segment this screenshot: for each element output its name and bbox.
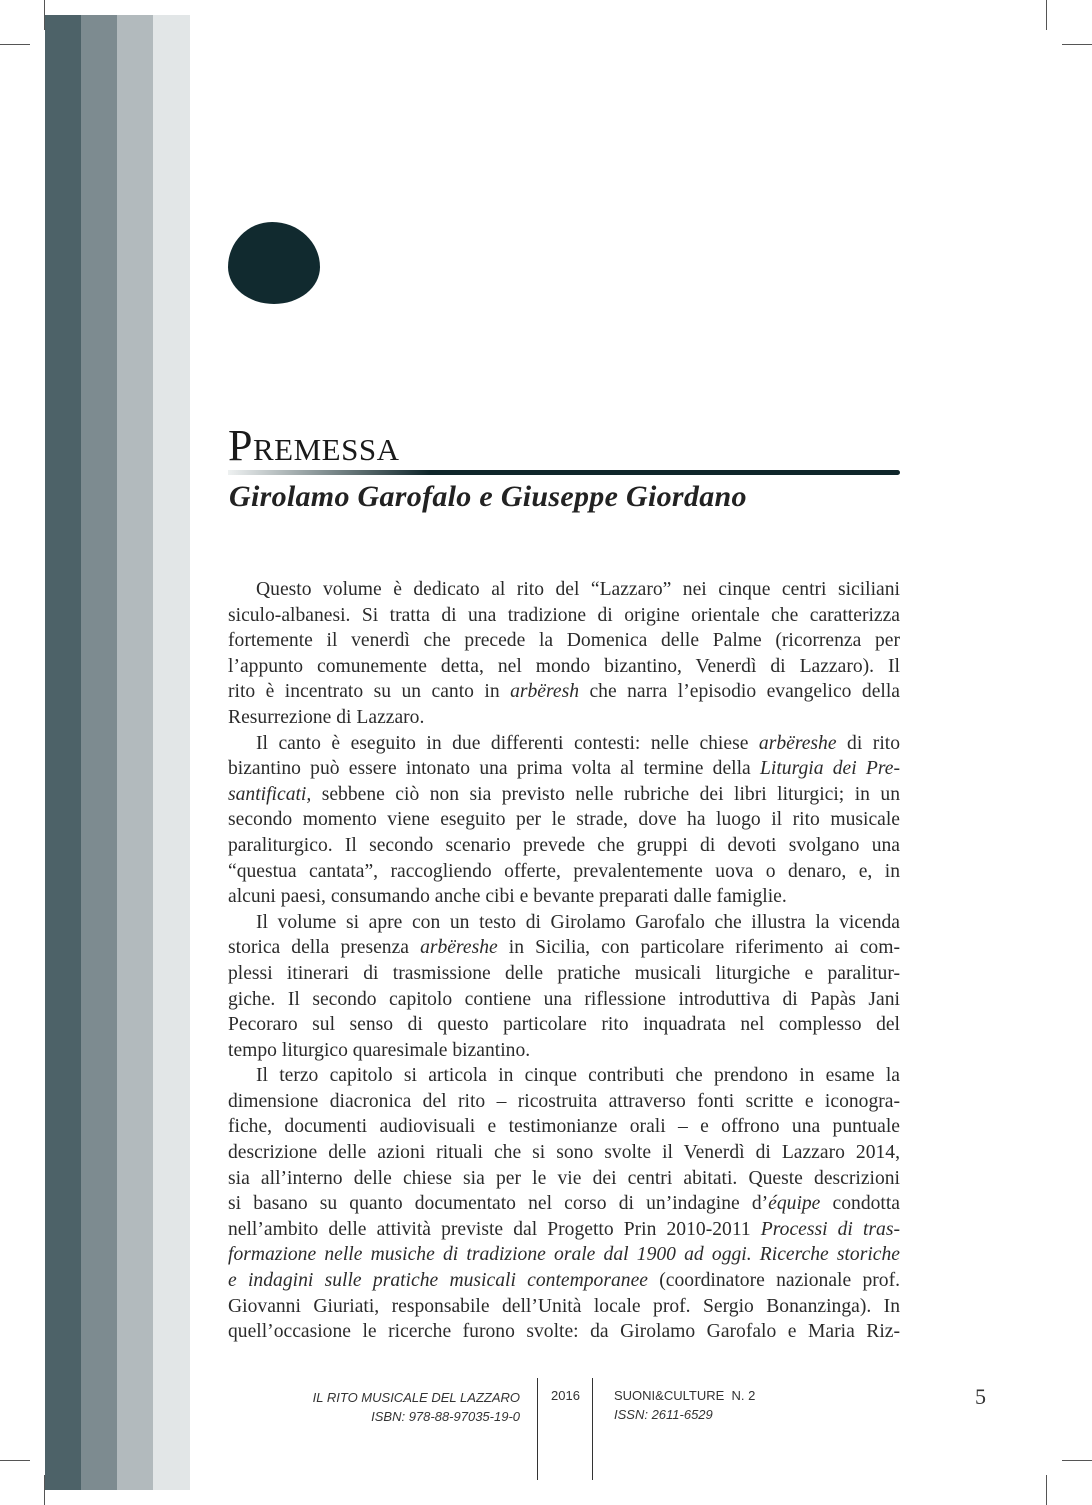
crop-mark: [1046, 0, 1047, 30]
text-line: [228, 1038, 900, 1064]
text-line: [228, 961, 900, 987]
italic-text: santificati,: [228, 783, 312, 805]
footer-book-info: [313, 1388, 520, 1426]
crop-mark: [0, 44, 30, 45]
text-span: “questua cantata”, raccogliendo offerte, prevalentemente uova o denaro, e, in: [228, 860, 900, 882]
text-line: [228, 654, 900, 680]
text-span: si basano su quanto documentato nel corso di un’indagine d’: [228, 1193, 769, 1215]
text-line: [228, 1114, 900, 1140]
crop-mark: [0, 1460, 30, 1461]
text-span: Giovanni Giuriati, responsabile dell’Unità locale prof. Sergio Bonanzinga). In: [228, 1295, 900, 1317]
text-line: [228, 833, 900, 859]
text-line: [228, 935, 900, 961]
footer-divider: [592, 1378, 593, 1480]
text-line: [228, 1063, 900, 1089]
text-span: storica della presenza: [228, 937, 421, 959]
text-line: [228, 756, 900, 782]
footer-divider: [537, 1378, 538, 1480]
decorative-stripe: [117, 15, 153, 1490]
text-line: [228, 1217, 900, 1243]
crop-mark: [1062, 44, 1092, 45]
italic-text: Processi di tras-: [760, 1218, 900, 1240]
text-line: [228, 1268, 900, 1294]
text-span: tempo liturgico quaresimale bizantino.: [228, 1039, 531, 1061]
text-span: che narra l’episodio evangelico della: [579, 681, 900, 703]
page-number: 5: [975, 1384, 986, 1409]
text-span: nell’ambito delle attività previste dal Progetto Prin 2010-2011: [228, 1218, 761, 1240]
text-span: in Sicilia, con particolare riferimento ai com-: [497, 937, 900, 959]
text-line: [228, 1012, 900, 1038]
text-line: [228, 859, 900, 885]
text-line: [228, 628, 900, 654]
text-span: giche. Il secondo capitolo contiene una riflessione introduttiva di Papàs Jani: [228, 988, 900, 1010]
text-span: condotta: [820, 1193, 900, 1215]
italic-text: e indagini sulle pratiche musicali contemporanee: [228, 1270, 648, 1292]
italic-text: équipe: [768, 1193, 821, 1215]
text-span: rito è incentrato su un canto in: [228, 681, 511, 703]
text-line: [228, 577, 900, 603]
text-span: sia all’interno delle chiese sia per le vie dei centri abitati. Queste descrizioni: [228, 1167, 900, 1189]
text-line: [228, 679, 900, 705]
italic-text: arbëreshe: [420, 937, 498, 959]
text-span: Il volume si apre con un testo di Girolamo Garofalo che illustra la vicenda: [256, 911, 900, 933]
text-span: dimensione diacronica del rito – ricostruita attraverso fonti scritte e iconogra-: [228, 1090, 900, 1112]
text-span: bizantino può essere intonato una prima volta al termine della: [228, 758, 760, 780]
text-span: plessi itinerari di trasmissione delle pratiche musicali liturgiche e paralitur-: [228, 962, 900, 984]
text-span: (coordinatore nazionale prof.: [647, 1270, 900, 1292]
text-line: [228, 1191, 900, 1217]
text-span: alcuni paesi, consumando anche cibi e bevante preparati dalle famiglie.: [228, 886, 787, 908]
text-line: [228, 910, 900, 936]
text-span: Il canto è eseguito in due differenti contesti: nelle chiese: [256, 732, 759, 754]
text-span: quell’occasione le ricerche furono svolte: da Girolamo Garofalo e Maria Riz-: [228, 1321, 900, 1343]
footer-issn: ISSN: 2611-6529: [614, 1407, 713, 1422]
footer-book-title: IL RITO MUSICALE DEL LAZZARO: [312, 1390, 520, 1405]
text-span: secondo momento viene eseguito per le strade, dove ha luogo il rito musicale: [228, 809, 900, 831]
decorative-stripe: [153, 15, 190, 1490]
italic-text: arbëresh: [510, 681, 580, 703]
text-span: siculo-albanesi. Si tratta di una tradizione di origine orientale che caratterizza: [228, 604, 900, 626]
chapter-authors: Girolamo Garofalo e Giuseppe Giordano: [229, 480, 747, 513]
body-text: [228, 577, 900, 1345]
text-span: di rito: [836, 732, 900, 754]
footer-year: 2016: [551, 1388, 580, 1403]
text-line: [228, 987, 900, 1013]
footer-journal-info: [614, 1386, 755, 1424]
text-line: [228, 1140, 900, 1166]
text-line: [228, 603, 900, 629]
italic-text: Liturgia dei Pre-: [759, 758, 900, 780]
text-span: descrizione delle azioni rituali che si sono svolte il Venerdì di Lazzaro 2014,: [228, 1142, 900, 1164]
text-span: Resurrezione di Lazzaro.: [228, 706, 425, 728]
footer-isbn: ISBN: 978-88-97035-19-0: [371, 1409, 520, 1424]
text-line: [228, 782, 900, 808]
crop-mark: [1062, 1460, 1092, 1461]
italic-text: formazione nelle musiche di tradizione orale dal 1900 ad oggi. Ricerche storiche: [228, 1244, 900, 1266]
title-rule: [228, 470, 900, 475]
text-span: Pecoraro sul senso di questo particolare rito inquadrata nel complesso del: [228, 1014, 900, 1036]
text-line: [228, 1166, 900, 1192]
chapter-title: Premessa: [228, 421, 400, 470]
text-line: [228, 884, 900, 910]
decorative-blob: [228, 222, 320, 304]
text-span: fortemente il venerdì che precede la Domenica delle Palme (ricorrenza per: [228, 630, 900, 652]
text-span: sebbene ciò non sia previsto nelle rubriche dei libri liturgici; in un: [311, 783, 900, 805]
text-line: [228, 1242, 900, 1268]
text-line: [228, 1089, 900, 1115]
decorative-stripe: [81, 15, 117, 1490]
text-line: [228, 807, 900, 833]
text-span: fiche, documenti audiovisuali e testimonianze orali – e offrono una puntuale: [228, 1116, 900, 1138]
text-span: paraliturgico. Il secondo scenario prevede che gruppi di devoti svolgano una: [228, 834, 900, 856]
text-line: [228, 705, 900, 731]
text-span: l’appunto comunemente detta, nel mondo bizantino, Venerdì di Lazzaro). Il: [228, 655, 900, 677]
decorative-stripe: [45, 15, 81, 1490]
text-span: Il terzo capitolo si articola in cinque contributi che prendono in esame la: [256, 1065, 900, 1087]
crop-mark: [1046, 1475, 1047, 1505]
text-line: [228, 731, 900, 757]
text-line: [228, 1294, 900, 1320]
footer-journal-name: SUONI&CULTURE N. 2: [614, 1388, 756, 1403]
text-line: [228, 1319, 900, 1345]
text-span: Questo volume è dedicato al rito del “Lazzaro” nei cinque centri siciliani: [256, 579, 900, 600]
italic-text: arbëreshe: [758, 732, 837, 754]
